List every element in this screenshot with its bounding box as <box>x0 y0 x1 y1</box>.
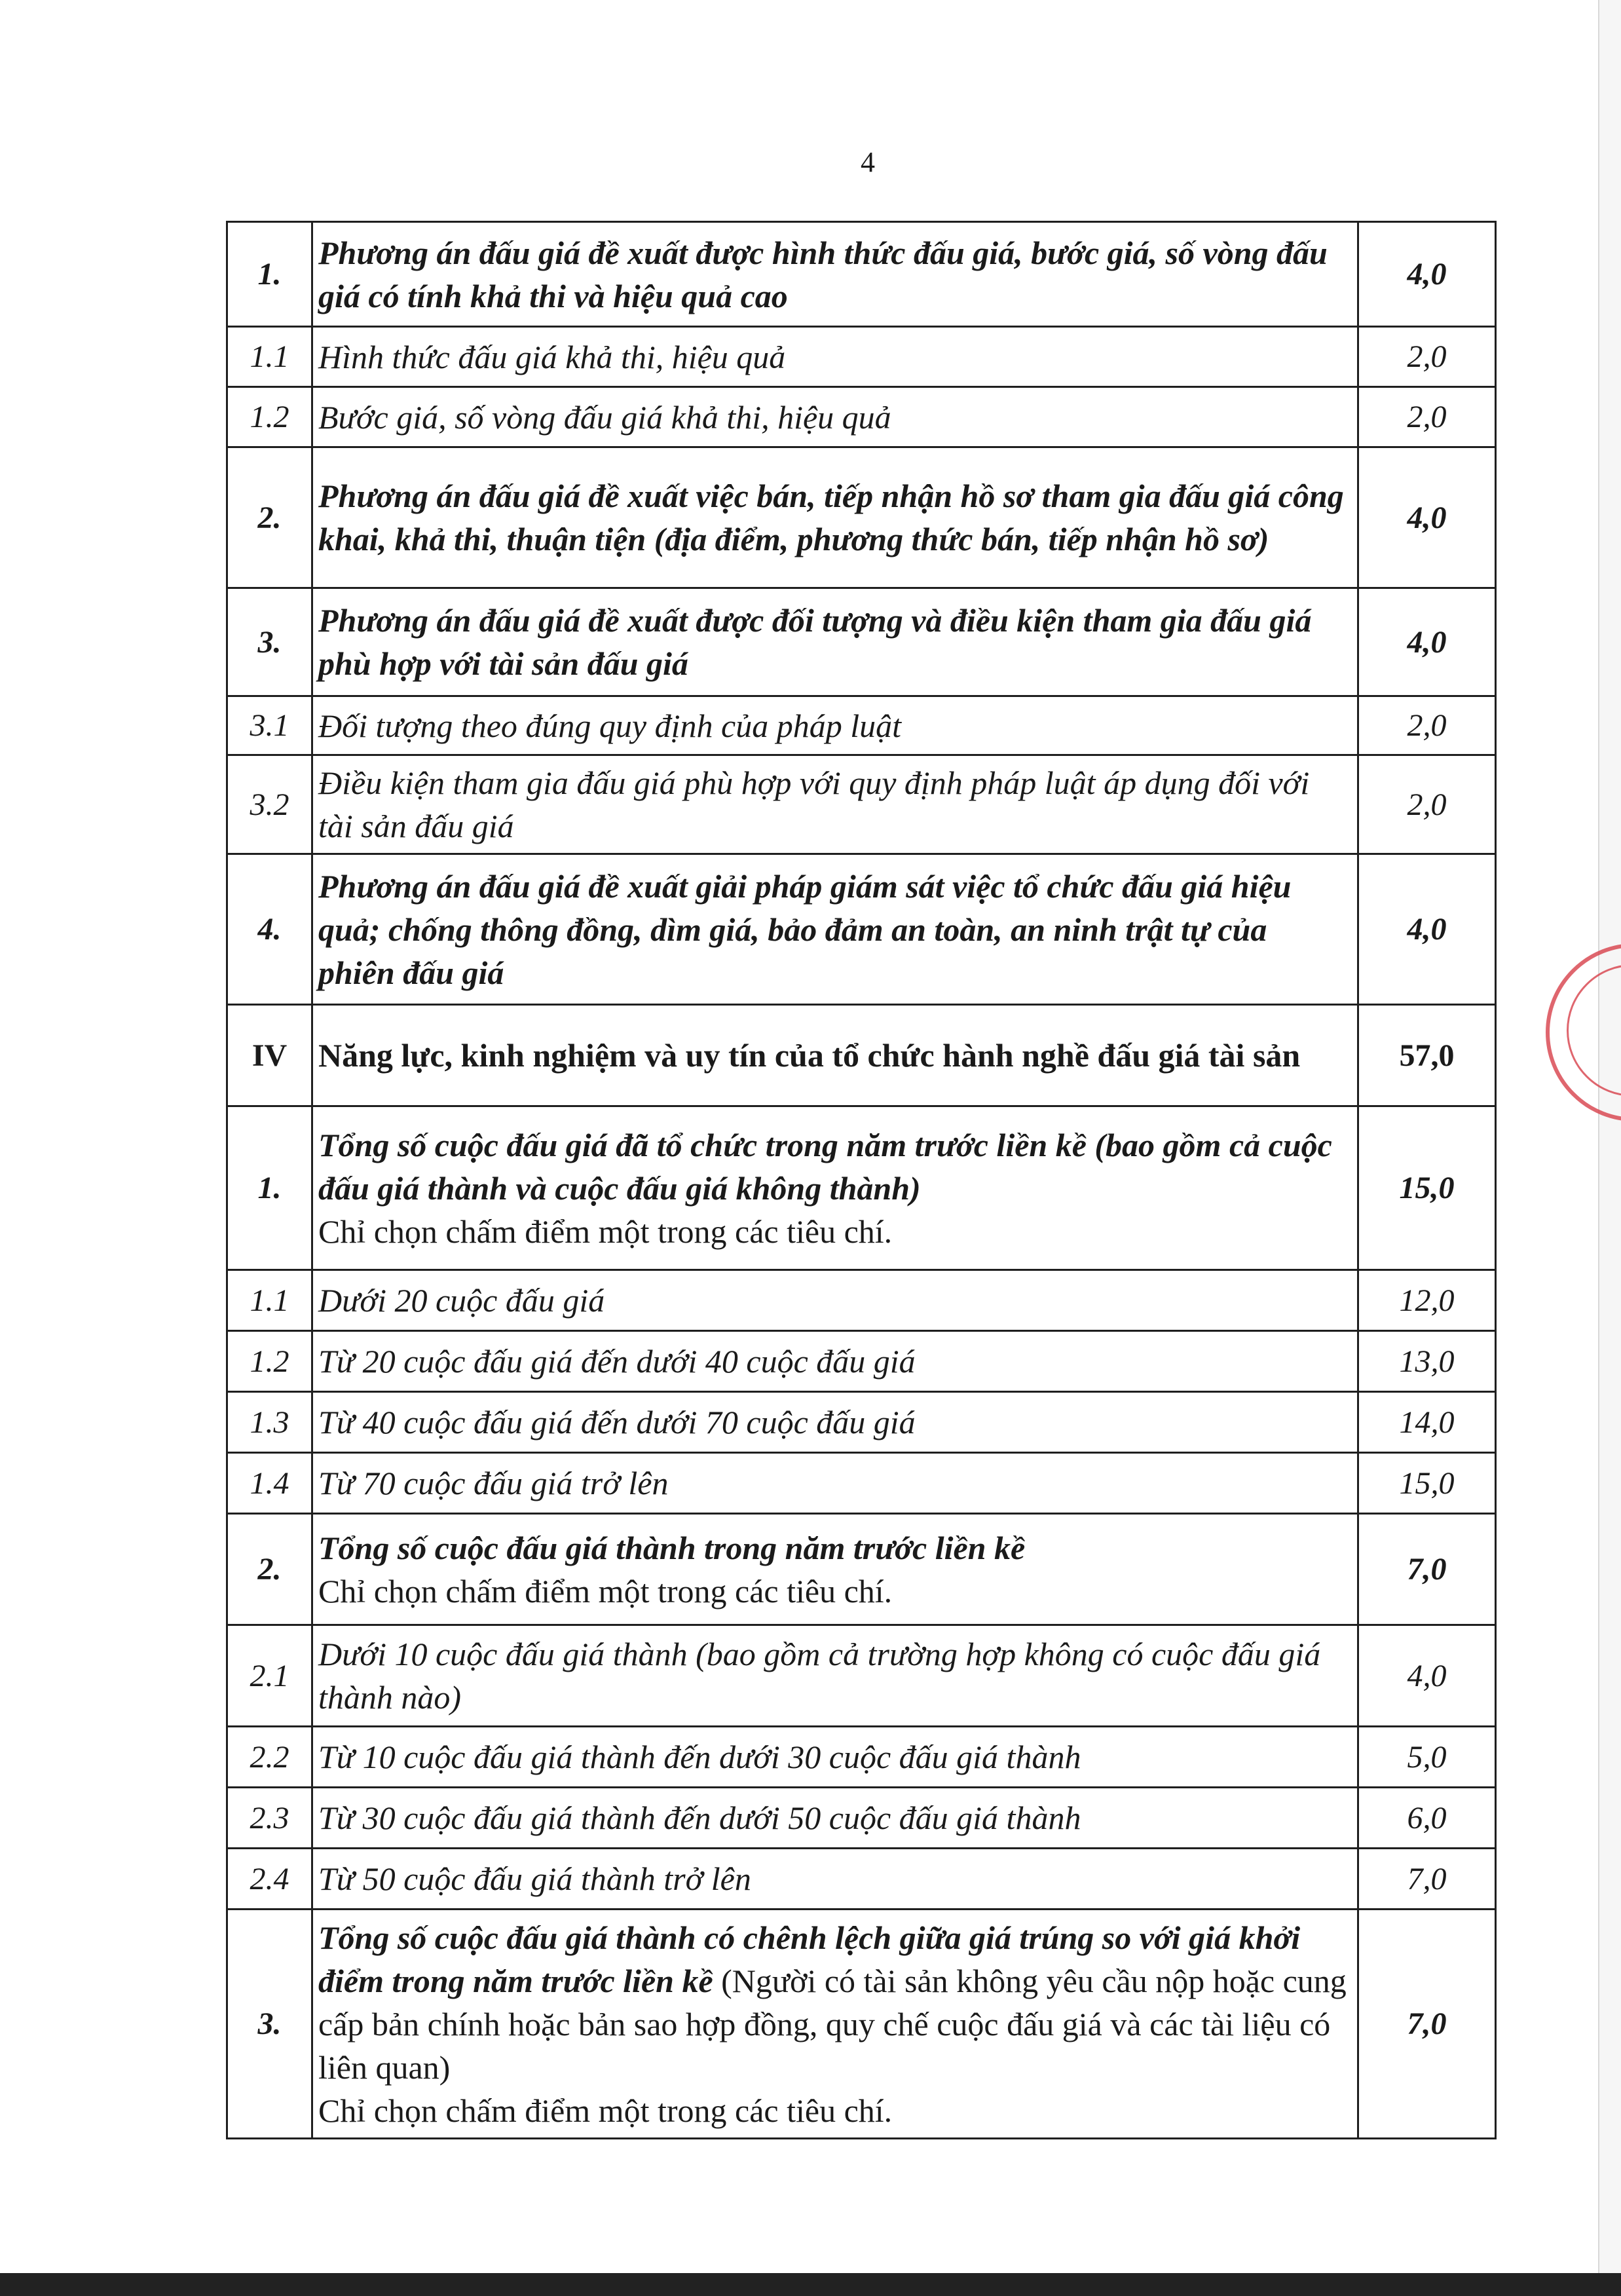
criterion-text: Từ 40 cuộc đấu giá đến dưới 70 cuộc đấu giá <box>312 1392 1358 1453</box>
row-score: 4,0 <box>1358 1625 1496 1727</box>
row-score: 2,0 <box>1358 387 1496 447</box>
table-row <box>227 1849 1496 1910</box>
criterion-text: Bước giá, số vòng đấu giá khả thi, hiệu quả <box>312 387 1358 447</box>
row-score: 7,0 <box>1358 1514 1496 1625</box>
table-row <box>227 1270 1496 1331</box>
criterion-note: Chỉ chọn chấm điểm một trong các tiêu chí. <box>318 1572 893 1609</box>
row-number: 1. <box>227 222 312 327</box>
row-number: 1.1 <box>227 327 312 387</box>
row-score: 14,0 <box>1358 1392 1496 1453</box>
row-score: 12,0 <box>1358 1270 1496 1331</box>
seal-inner-ring <box>1567 964 1621 1097</box>
row-number: 1.2 <box>227 387 312 447</box>
criterion-text: Tổng số cuộc đấu giá đã tổ chức trong năm trước liền kề (bao gồm cả cuộc đấu giá thành và cuộc đấu giá không thành) <box>318 1126 1332 1207</box>
row-number: 3.2 <box>227 755 312 854</box>
table-row <box>227 1727 1496 1788</box>
criterion-note: Chỉ chọn chấm điểm một trong các tiêu chí. <box>318 1213 893 1250</box>
row-number: 2.2 <box>227 1727 312 1788</box>
criterion-text: Tổng số cuộc đấu giá thành có chênh lệch giữa giá trúng so với giá khởi điểm trong năm trước liền kề <box>318 1919 1301 1999</box>
table-row <box>227 1788 1496 1849</box>
table-row <box>227 588 1496 696</box>
row-score: 4,0 <box>1358 222 1496 327</box>
row-number: 3.1 <box>227 696 312 755</box>
row-score: 4,0 <box>1358 588 1496 696</box>
section-number: IV <box>227 1005 312 1106</box>
row-score: 2,0 <box>1358 755 1496 854</box>
table-row <box>227 696 1496 755</box>
row-number: 1.4 <box>227 1453 312 1514</box>
table-row <box>227 387 1496 447</box>
criterion-text: Đối tượng theo đúng quy định của pháp luật <box>312 696 1358 755</box>
table-row <box>227 1106 1496 1270</box>
table-row <box>227 1514 1496 1625</box>
table-row <box>227 755 1496 854</box>
row-number: 3. <box>227 1910 312 2139</box>
criterion-cell <box>312 1514 1358 1625</box>
criterion-text: Từ 30 cuộc đấu giá thành đến dưới 50 cuộc đấu giá thành <box>312 1788 1358 1849</box>
row-number: 1.1 <box>227 1270 312 1331</box>
criterion-text: Từ 50 cuộc đấu giá thành trở lên <box>312 1849 1358 1910</box>
section-score: 57,0 <box>1358 1005 1496 1106</box>
criterion-text: Từ 70 cuộc đấu giá trở lên <box>312 1453 1358 1514</box>
row-number: 3. <box>227 588 312 696</box>
row-score: 2,0 <box>1358 696 1496 755</box>
row-number: 1. <box>227 1106 312 1270</box>
scan-bottom-band <box>0 2273 1621 2296</box>
row-number: 1.3 <box>227 1392 312 1453</box>
criterion-cell <box>312 1910 1358 2139</box>
criterion-text: Phương án đấu giá đề xuất giải pháp giám sát việc tổ chức đấu giá hiệu quả; chống thông đồng, dìm giá, bảo đảm an toàn, an ninh trật tự của phiên đấu giá <box>312 854 1358 1005</box>
row-number: 2. <box>227 1514 312 1625</box>
criterion-text: Phương án đấu giá đề xuất được hình thức đấu giá, bước giá, số vòng đấu giá có tính khả thi và hiệu quả cao <box>312 222 1358 327</box>
table-row <box>227 854 1496 1005</box>
table-row <box>227 1910 1496 2139</box>
criterion-text: Tổng số cuộc đấu giá thành trong năm trước liền kề <box>318 1529 1026 1566</box>
row-number: 4. <box>227 854 312 1005</box>
criterion-text: Từ 20 cuộc đấu giá đến dưới 40 cuộc đấu giá <box>312 1331 1358 1392</box>
row-number: 2.4 <box>227 1849 312 1910</box>
row-score: 15,0 <box>1358 1106 1496 1270</box>
criterion-text: Từ 10 cuộc đấu giá thành đến dưới 30 cuộc đấu giá thành <box>312 1727 1358 1788</box>
criterion-text: Hình thức đấu giá khả thi, hiệu quả <box>312 327 1358 387</box>
table-row <box>227 1392 1496 1453</box>
row-number: 2.1 <box>227 1625 312 1727</box>
row-score: 7,0 <box>1358 1849 1496 1910</box>
criterion-note: Chỉ chọn chấm điểm một trong các tiêu chí. <box>318 2092 893 2129</box>
page-shadow <box>1599 0 1621 2296</box>
row-score: 15,0 <box>1358 1453 1496 1514</box>
criterion-text: Điều kiện tham gia đấu giá phù hợp với quy định pháp luật áp dụng đối với tài sản đấu giá <box>312 755 1358 854</box>
row-score: 4,0 <box>1358 447 1496 588</box>
row-score: 6,0 <box>1358 1788 1496 1849</box>
row-number: 2. <box>227 447 312 588</box>
table-row <box>227 1625 1496 1727</box>
page-number: 4 <box>861 146 875 178</box>
criterion-inline-note: (Người có tài sản không yêu cầu nộp hoặc cung cấp bản chính hoặc bản sao hợp đồng, quy chế cuộc đấu giá và các tài liệu có liên quan) <box>318 1962 1347 2086</box>
company-seal <box>1546 943 1621 1121</box>
criterion-text: Dưới 10 cuộc đấu giá thành (bao gồm cả trường hợp không có cuộc đấu giá thành nào) <box>312 1625 1358 1727</box>
page-edge <box>1598 0 1599 2296</box>
row-score: 7,0 <box>1358 1910 1496 2139</box>
table-row <box>227 1453 1496 1514</box>
row-score: 4,0 <box>1358 854 1496 1005</box>
table-row <box>227 447 1496 588</box>
criterion-text: Phương án đấu giá đề xuất được đối tượng và điều kiện tham gia đấu giá phù hợp với tài sản đấu giá <box>312 588 1358 696</box>
row-number: 2.3 <box>227 1788 312 1849</box>
row-score: 2,0 <box>1358 327 1496 387</box>
table-row <box>227 1331 1496 1392</box>
row-score: 5,0 <box>1358 1727 1496 1788</box>
row-score: 13,0 <box>1358 1331 1496 1392</box>
section-row <box>227 1005 1496 1106</box>
table-row <box>227 222 1496 327</box>
scoring-table <box>226 221 1497 2139</box>
table-row <box>227 327 1496 387</box>
criterion-text: Dưới 20 cuộc đấu giá <box>312 1270 1358 1331</box>
section-title: Năng lực, kinh nghiệm và uy tín của tổ chức hành nghề đấu giá tài sản <box>312 1005 1358 1106</box>
row-number: 1.2 <box>227 1331 312 1392</box>
criterion-text: Phương án đấu giá đề xuất việc bán, tiếp nhận hồ sơ tham gia đấu giá công khai, khả thi, thuận tiện (địa điểm, phương thức bán, tiếp nhận hồ sơ) <box>312 447 1358 588</box>
criterion-cell <box>312 1106 1358 1270</box>
